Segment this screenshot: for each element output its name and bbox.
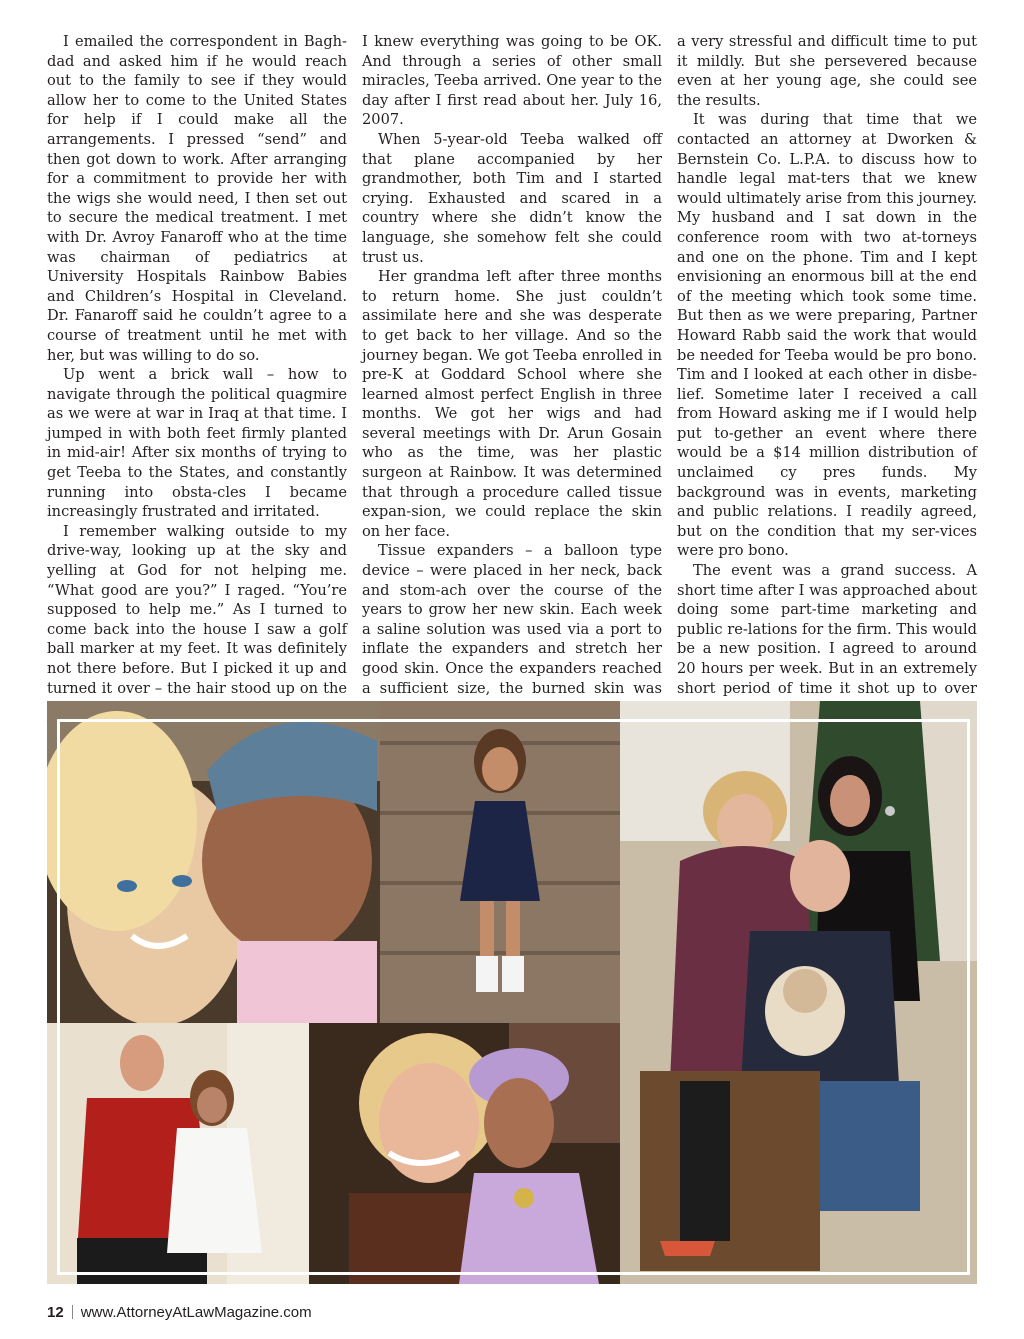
article-column-2 xyxy=(362,32,662,796)
paragraph: When 5-year-old Teeba walked off that plane accompanied by her grandmother, both Tim and I started crying. Exhausted and scared in a country where she didn’t know the language, she somehow felt she could trust us. xyxy=(362,130,662,266)
photo-woman-and-girl-in-costume xyxy=(309,1023,620,1284)
paragraph: I knew everything was going to be OK. And through a series of other small miracles, Teeba arrived. One year to the day after I first read about her. July 16, 2007. xyxy=(362,33,662,129)
photo-girl-on-stairs xyxy=(380,701,620,1023)
footer-website: www.AttorneyAtLawMagazine.com xyxy=(80,1304,312,1321)
paragraph: Up went a brick wall – how to navigate through the political quagmire as we were at war in Iraq at that time. I jumped in with both feet firmly planted in mid-air! After six months of trying to get Teeba to the States, and constantly running into obsta-cles I became increasingly frustrated and irritated. xyxy=(47,366,347,521)
paragraph: a very stressful and difficult time to put it mildly. But she persevered because even at her young age, she could see the results. xyxy=(677,33,977,109)
paragraph: Her grandma left after three months to return home. She just couldn’t assimilate here and she was desperate to get back to her village. And so the journey began. We got Teeba enrolled in pre-K at Goddard School where she learned almost perfect English in three months. We got her wigs and had several meetings with Dr. Arun Gosain who as the time, was her plastic surgeon at Rainbow. It was determined that through a procedure called tissue expan-sion, we could replace the skin on her face. xyxy=(362,268,662,540)
page-footer xyxy=(47,1304,312,1321)
photo-family-with-dog xyxy=(620,701,977,1284)
paragraph: I emailed the correspondent in Bagh-dad and asked him if he would reach out to the family to see if they would allow her to come to the United States for help if I could make all the arrangements. I pressed “send” and then got down to work. After arranging for a commitment to provide her with the wigs she would need, I then set out to secure the medical treatment. I met with Dr. Avroy Fanaroff who at the time was chairman of pediatrics at University Hospitals Rainbow Babies and Children’s Hospital in Cleveland. Dr. Fanaroff said he couldn’t agree to a course of treatment until he met with her, but was willing to do so. xyxy=(47,33,347,364)
paragraph: The event was a grand success. A short time after I was approached about doing some part-time marketing and public re-lations for the firm. This would be a new position. I agreed to around 20 hours per week. But in an extremely short period of time it shot up to over xyxy=(677,562,977,697)
photo-woman-and-girl-in-cap xyxy=(47,701,380,1023)
footer-divider xyxy=(72,1305,73,1319)
paragraph: Tissue expanders – a balloon type device – were placed in her neck, back and stom-ach over the course of the years to grow her new skin. Each week a saline solution was used via a port to inflate the expanders and stretch her good skin. Once the expanders reached a sufficient size, the burned skin was xyxy=(362,542,662,697)
photo-collage xyxy=(47,701,977,1284)
paragraph: It was during that time that we contacted an attorney at Dworken & Bernstein Co. L.P.A. to discuss how to handle legal mat-ters that we knew would ultimately arise from this journey. My husband and I sat down in the conference room with two at-torneys and one on the phone. Tim and I kept envisioning an enormous bill at the end of the meeting which took some time. But then as we were preparing, Partner Howard Rabb said the work that would be needed for Teeba would be pro bono. Tim and I looked at each other in disbe-lief. Sometime later I received a call from Howard asking me if I would help put to-gether an event where there would be a $14 million distribution of unclaimed cy pres funds. My background was in events, marketing and public relations. I readily agreed, but on the condition that my ser-vices were pro bono. xyxy=(677,111,977,560)
article-column-1 xyxy=(47,32,347,757)
paragraph: I remember walking outside to my drive-way, looking up at the sky and yelling at God for not helping me. “What good are you?” I raged. “You’re supposed to help me.” As I turned to come back into the house I saw a golf ball marker at my feet. It was definitely not there before. But I picked it up and turned it over – the hair stood up on the xyxy=(47,522,347,697)
photo-man-and-girl-in-white xyxy=(47,1023,309,1284)
article-column-3 xyxy=(677,32,977,757)
page-number: 12 xyxy=(47,1304,64,1321)
